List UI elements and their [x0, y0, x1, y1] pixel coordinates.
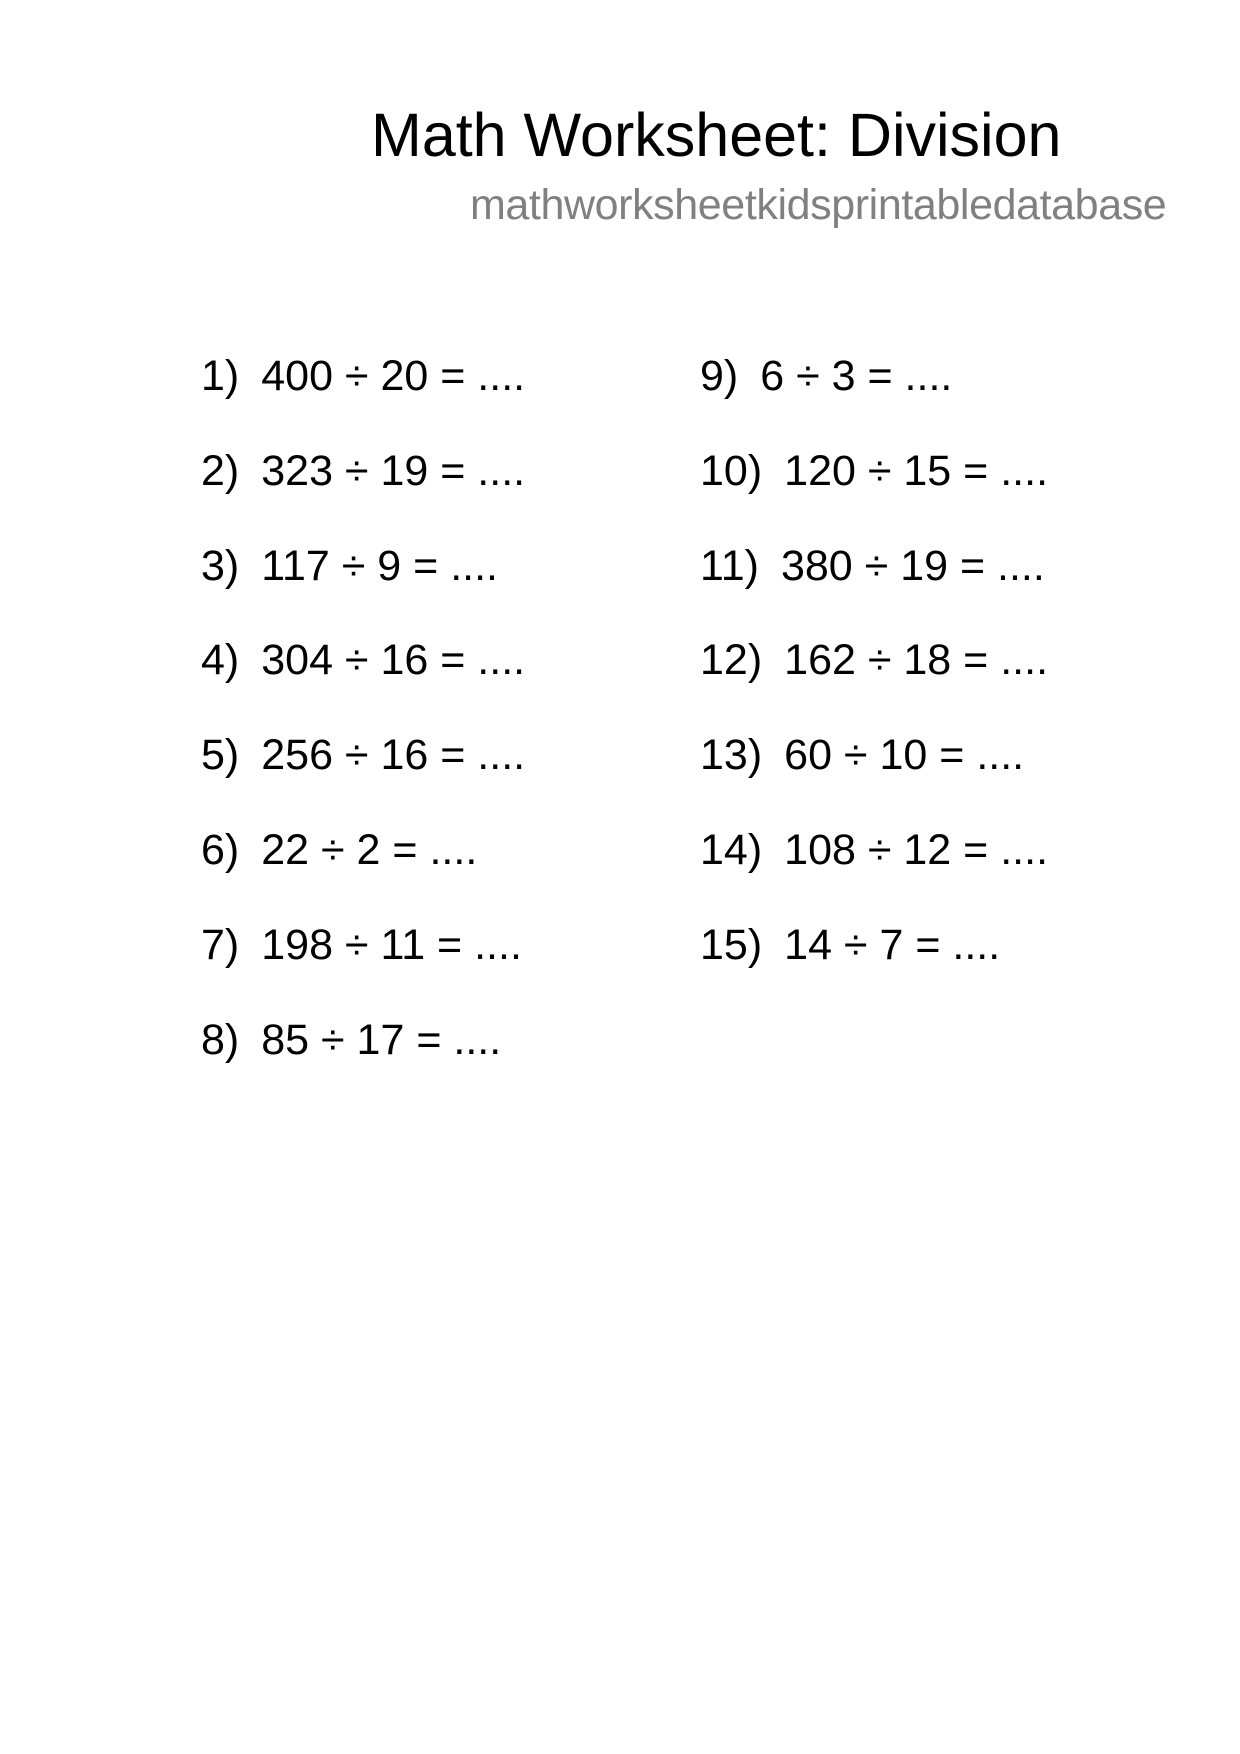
- worksheet-title: Math Worksheet: Division: [371, 101, 1062, 169]
- problem-column-right: [700, 351, 1048, 1015]
- problem-expression: 162 ÷ 18 = ....: [784, 636, 1049, 685]
- problem-number: 5): [201, 731, 240, 780]
- problem-item: [700, 920, 1048, 1015]
- problem-expression: 198 ÷ 11 = ....: [261, 920, 522, 969]
- problem-number: 10): [700, 446, 763, 495]
- problem-number: 12): [700, 636, 763, 685]
- problem-expression: 6 ÷ 3 = ....: [760, 352, 953, 400]
- worksheet-source: mathworksheetkidsprintabledatabase: [470, 181, 1167, 229]
- problem-number: 9): [700, 352, 739, 400]
- problem-number: 14): [700, 825, 763, 874]
- problem-item: [201, 920, 525, 1015]
- problem-number: 1): [201, 352, 240, 400]
- problem-expression: 256 ÷ 16 = ....: [261, 731, 526, 780]
- problem-item: [201, 446, 525, 541]
- problem-number: 7): [201, 920, 240, 969]
- problem-expression: 14 ÷ 7 = ....: [784, 920, 1001, 969]
- problem-number: 6): [201, 825, 240, 874]
- problem-expression: 117 ÷ 9 = ....: [261, 541, 498, 590]
- problem-expression: 22 ÷ 2 = ....: [261, 825, 478, 874]
- problem-expression: 120 ÷ 15 = ....: [784, 446, 1049, 495]
- problem-number: 3): [201, 541, 240, 590]
- problem-item: [700, 730, 1048, 825]
- problem-expression: 60 ÷ 10 = ....: [784, 731, 1025, 780]
- problem-item: [201, 730, 525, 825]
- problem-expression: 400 ÷ 20 = ....: [261, 352, 526, 400]
- problem-item: [700, 351, 1048, 446]
- problem-expression: 323 ÷ 19 = ....: [261, 446, 526, 495]
- problem-number: 13): [700, 731, 763, 780]
- problem-item: [700, 446, 1048, 541]
- problem-item: [700, 541, 1048, 636]
- problem-item: [201, 1015, 525, 1110]
- problem-expression: 85 ÷ 17 = ....: [261, 1015, 502, 1064]
- problem-number: 11): [700, 541, 759, 590]
- problem-column-left: [201, 351, 525, 1109]
- problem-item: [700, 825, 1048, 920]
- problem-item: [201, 825, 525, 920]
- problem-expression: 304 ÷ 16 = ....: [261, 636, 526, 685]
- problem-item: [201, 635, 525, 730]
- problem-expression: 380 ÷ 19 = ....: [780, 541, 1045, 590]
- problem-item: [201, 351, 525, 446]
- problem-number: 2): [201, 446, 240, 495]
- problem-number: 15): [700, 920, 763, 969]
- problem-number: 8): [201, 1015, 240, 1064]
- problem-number: 4): [201, 636, 240, 685]
- problem-item: [201, 541, 525, 636]
- problem-expression: 108 ÷ 12 = ....: [784, 825, 1049, 874]
- problem-item: [700, 635, 1048, 730]
